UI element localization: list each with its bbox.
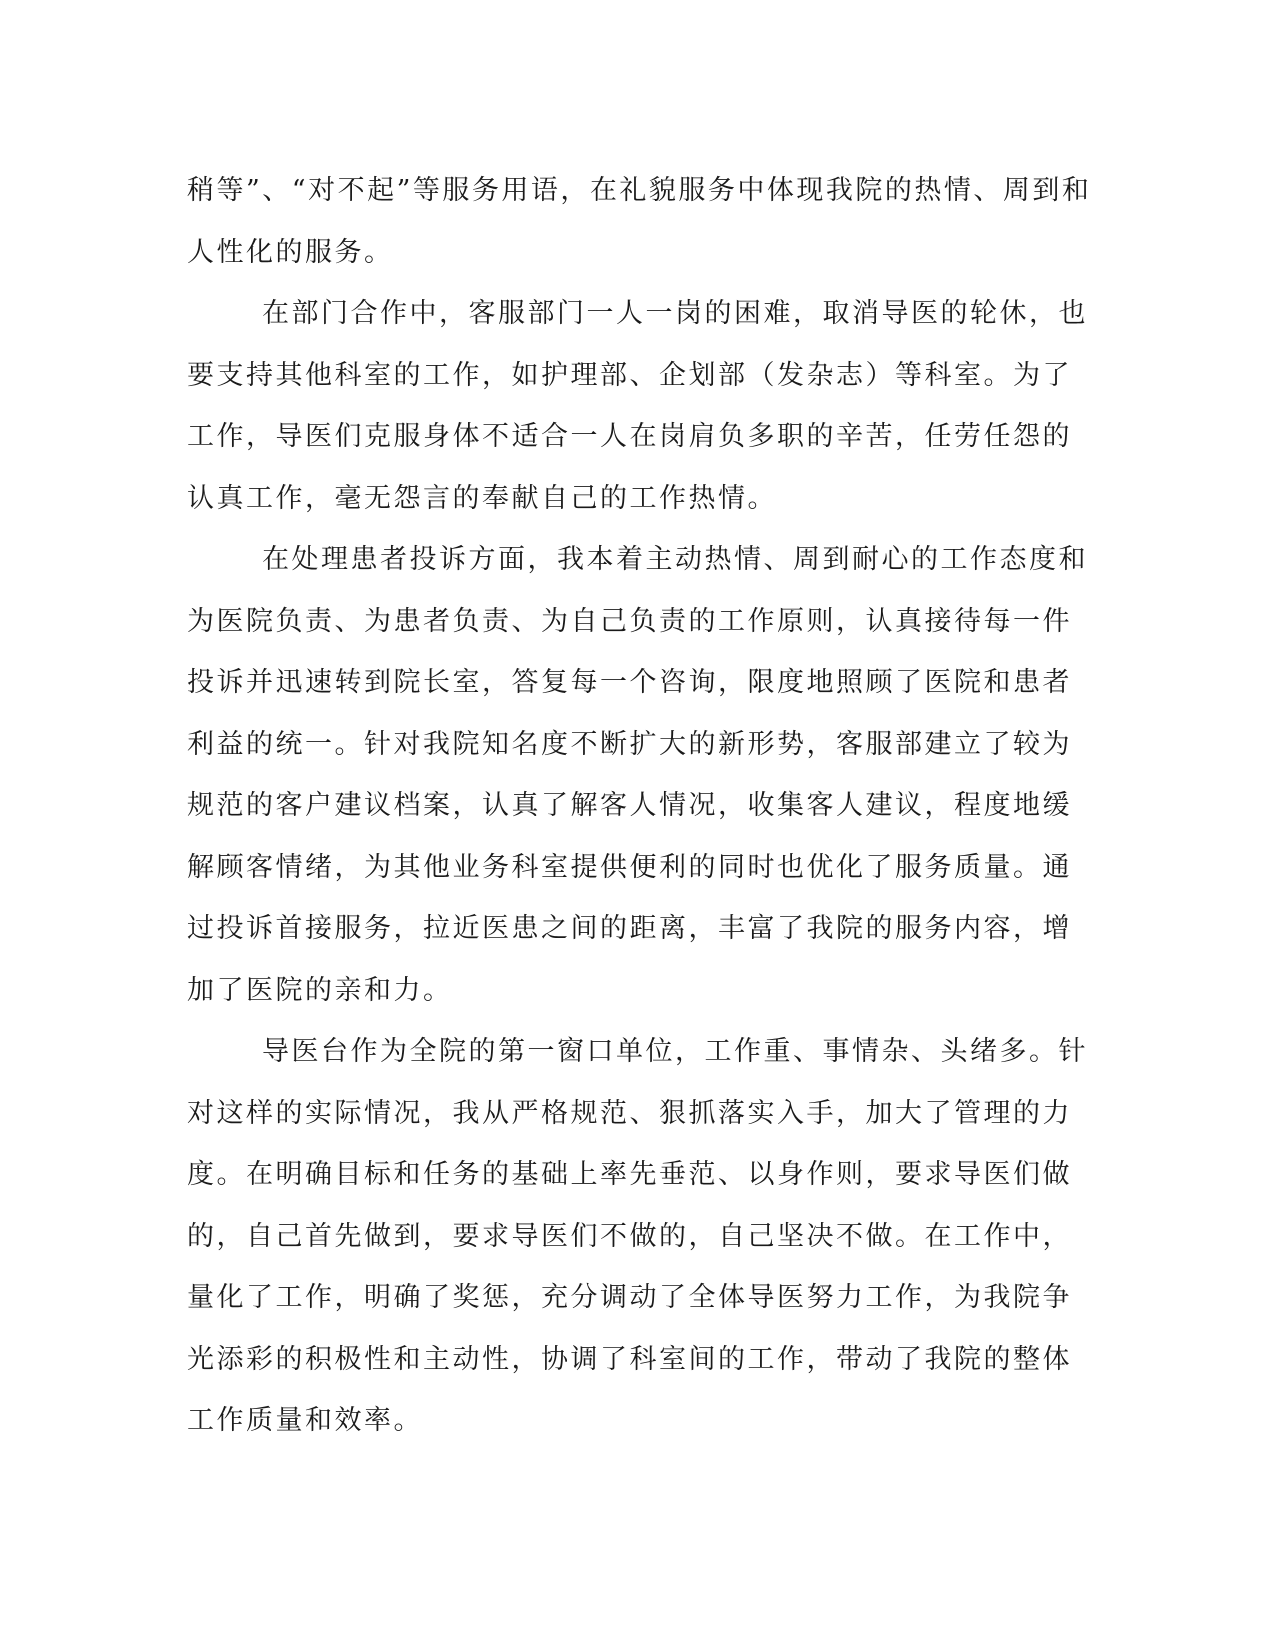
- text-line: 利益的统一。针对我院知名度不断扩大的新形势，客服部建立了较为: [187, 728, 1072, 760]
- paragraph-first-line: 导医台作为全院的第一窗口单位，工作重、事情杂、头绪多。针: [262, 1036, 1088, 1067]
- text-line: 的，自己首先做到，要求导医们不做的，自己坚决不做。在工作中，: [187, 1220, 1072, 1252]
- text-line: 要支持其他科室的工作，如护理部、企划部（发杂志）等科室。为了: [187, 359, 1072, 391]
- text-line: 对这样的实际情况，我从严格规范、狠抓落实入手，加大了管理的力: [187, 1097, 1072, 1129]
- text-line: 加了医院的亲和力。: [187, 974, 453, 1006]
- body-text: [187, 160, 1092, 1452]
- text-line: 规范的客户建议档案，认真了解客人情况，收集客人建议，程度地缓: [187, 790, 1072, 821]
- text-line: 稍等”、“对不起”等服务用语，在礼貌服务中体现我院的热情、周到和: [187, 175, 1092, 206]
- text-line: 投诉并迅速转到院长室，答复每一个咨询，限度地照顾了医院和患者: [187, 667, 1072, 698]
- text-line: 认真工作，毫无怨言的奉献自己的工作热情。: [187, 482, 777, 514]
- text-line: 为医院负责、为患者负责、为自己负责的工作原则，认真接待每一件: [187, 605, 1072, 637]
- text-line: 量化了工作，明确了奖惩，充分调动了全体导医努力工作，为我院争: [187, 1282, 1072, 1313]
- text-line: 人性化的服务。: [187, 236, 394, 268]
- text-line: 过投诉首接服务，拉近医患之间的距离，丰富了我院的服务内容，增: [187, 913, 1072, 944]
- text-line: 工作，导医们克服身体不适合一人在岗肩负多职的辛苦，任劳任怨的: [187, 421, 1072, 452]
- text-line: 解顾客情绪，为其他业务科室提供便利的同时也优化了服务质量。通: [187, 851, 1072, 883]
- text-line: 度。在明确目标和任务的基础上率先垂范、以身作则，要求导医们做: [187, 1159, 1072, 1190]
- text-line: 光添彩的积极性和主动性，协调了科室间的工作，带动了我院的整体: [187, 1343, 1072, 1375]
- text-line: 工作质量和效率。: [187, 1405, 423, 1436]
- paragraph-first-line: 在部门合作中，客服部门一人一岗的困难，取消导医的轮休，也: [262, 298, 1088, 329]
- paragraph-first-line: 在处理患者投诉方面，我本着主动热情、周到耐心的工作态度和: [262, 544, 1088, 575]
